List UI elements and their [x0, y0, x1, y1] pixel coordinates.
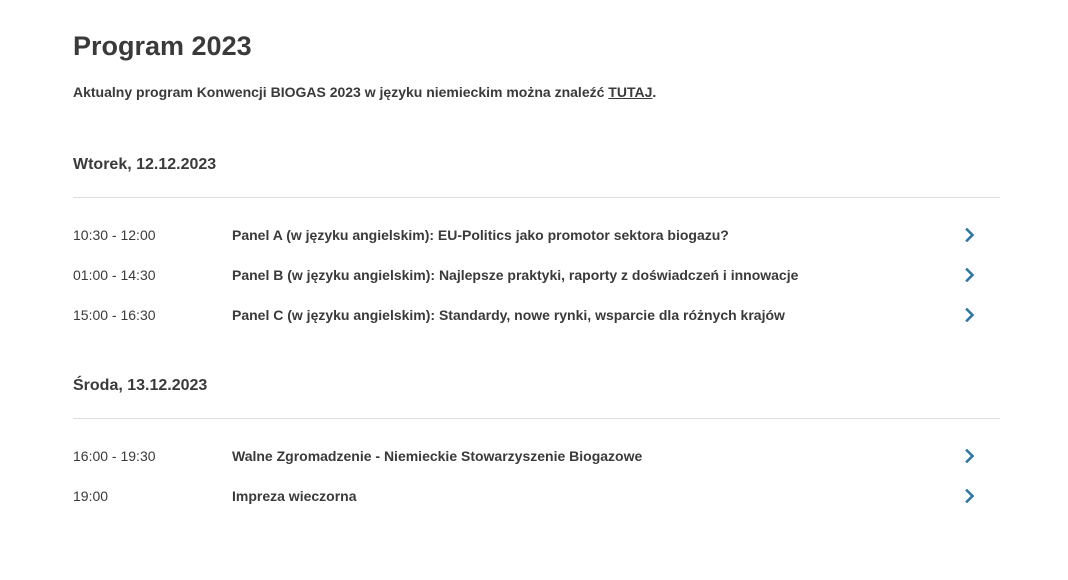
intro-text-end: . [652, 84, 657, 100]
session-row[interactable] [73, 476, 1000, 516]
session-title[interactable]: Panel A (w języku angielskim): EU-Politics jako promotor sektora biogazu? [232, 227, 729, 243]
day-heading: Wtorek, 12.12.2023 [73, 155, 1000, 198]
intro-text [73, 83, 1000, 101]
chevron-right-icon[interactable] [957, 486, 983, 506]
session-time: 19:00 [73, 488, 109, 504]
page-title: Program 2023 [73, 31, 252, 61]
program-page [73, 28, 1000, 516]
session-time: 10:30 - 12:00 [73, 227, 156, 243]
session-list [73, 215, 1000, 335]
intro-text-body: Aktualny program Konwencji BIOGAS 2023 w języku niemieckim można znaleźć [73, 84, 609, 100]
day-section-tuesday [73, 155, 1000, 335]
session-row[interactable] [73, 215, 1000, 255]
session-title[interactable]: Walne Zgromadzenie - Niemieckie Stowarzyszenie Biogazowe [232, 448, 643, 464]
session-time: 01:00 - 14:30 [73, 267, 156, 283]
session-title[interactable]: Panel C (w języku angielskim): Standardy, nowe rynki, wsparcie dla różnych krajów [232, 307, 785, 323]
tutaj-link[interactable]: TUTAJ [608, 84, 653, 100]
session-row[interactable] [73, 436, 1000, 476]
session-title[interactable]: Impreza wieczorna [232, 488, 357, 504]
session-list [73, 436, 1000, 516]
session-time: 15:00 - 16:30 [73, 307, 156, 323]
chevron-right-icon[interactable] [957, 446, 983, 466]
session-row[interactable] [73, 255, 1000, 295]
day-section-wednesday [73, 376, 1000, 516]
session-time: 16:00 - 19:30 [73, 448, 156, 464]
chevron-right-icon[interactable] [957, 225, 983, 245]
session-title[interactable]: Panel B (w języku angielskim): Najlepsze praktyki, raporty z doświadczeń i innowacje [232, 267, 799, 283]
chevron-right-icon[interactable] [957, 265, 983, 285]
session-row[interactable] [73, 295, 1000, 335]
chevron-right-icon[interactable] [957, 305, 983, 325]
day-heading: Środa, 13.12.2023 [73, 376, 1000, 419]
